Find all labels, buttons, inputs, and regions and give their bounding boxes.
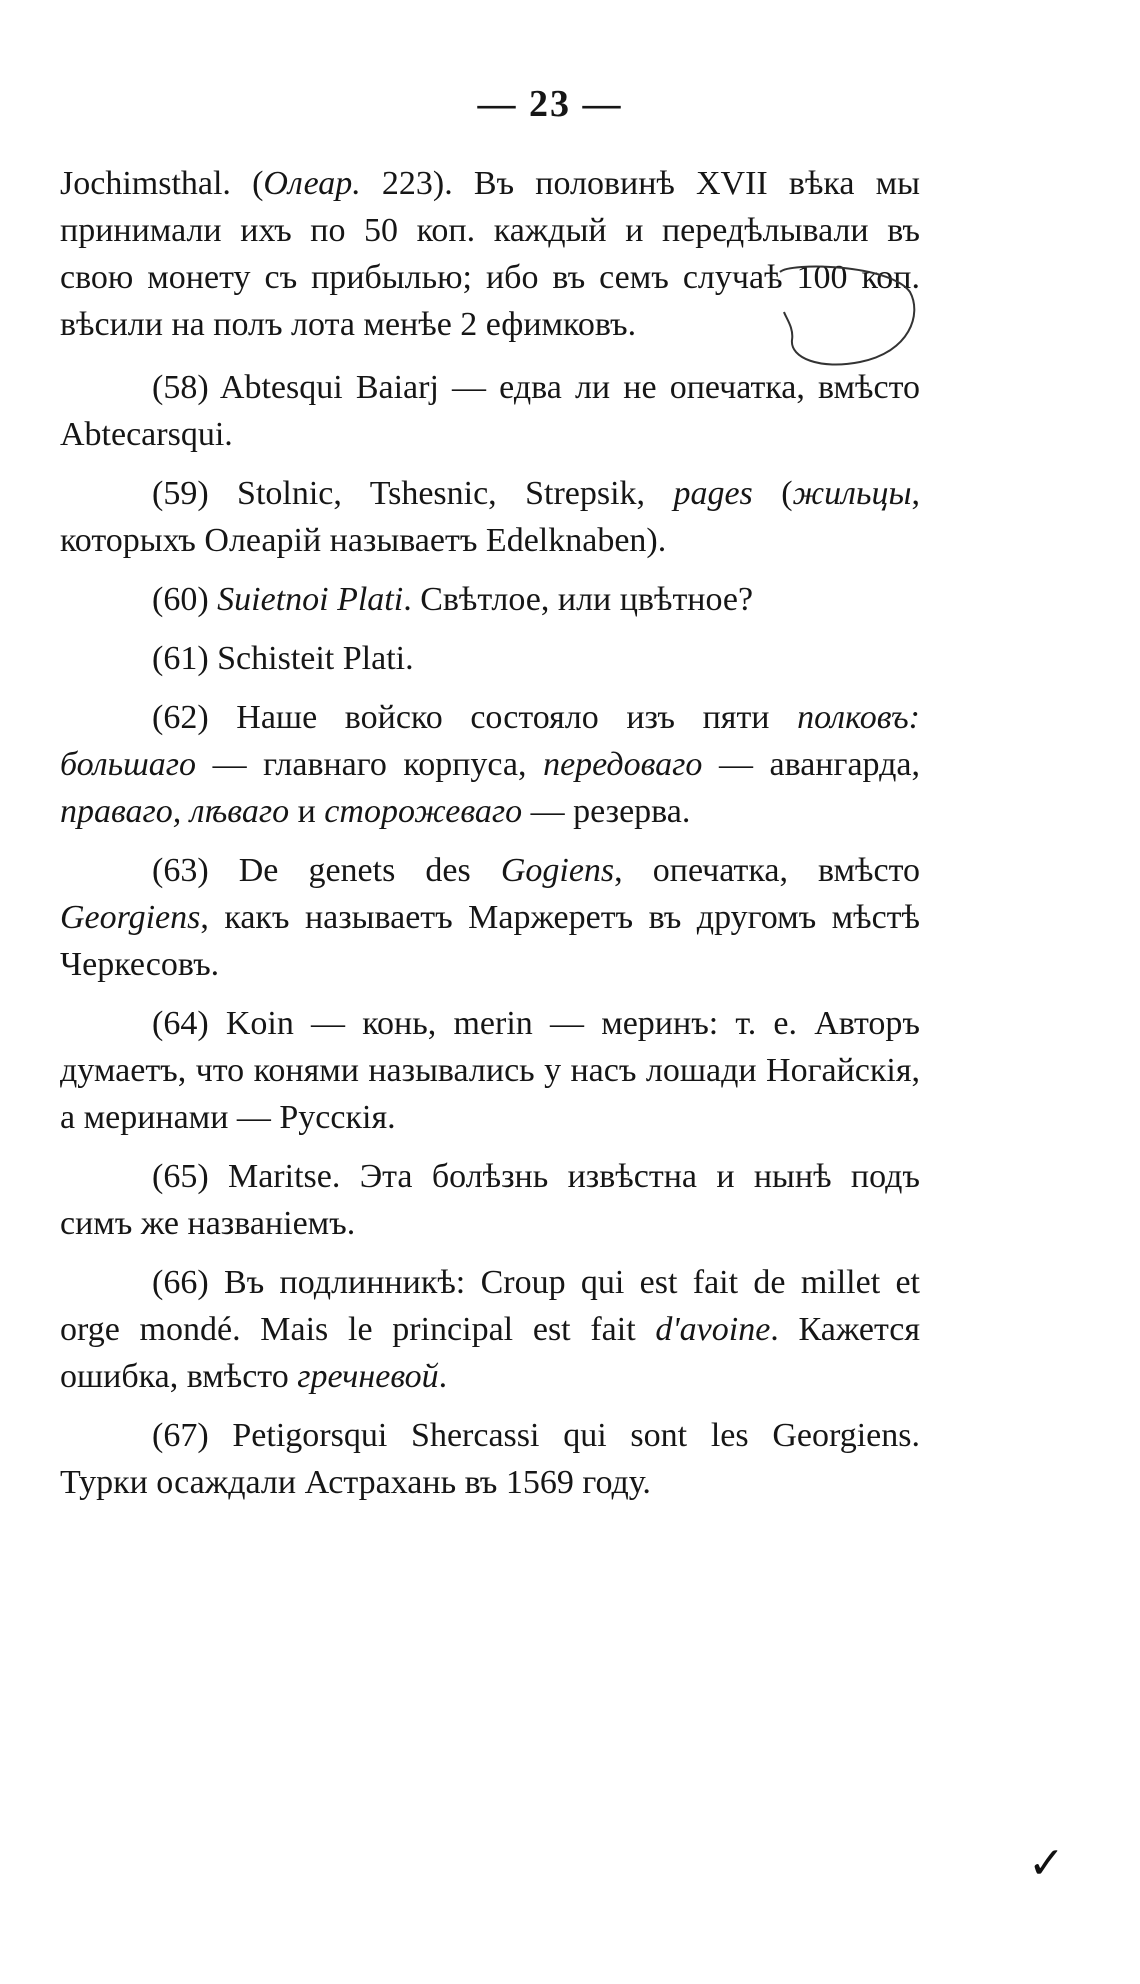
italic-text: гречневой	[297, 1358, 439, 1395]
footnote-65	[60, 1153, 920, 1247]
italic-text: d'avoine	[655, 1311, 771, 1348]
italic-text: Suietnoi Plati	[217, 581, 404, 618]
text-run: (60)	[152, 581, 218, 618]
italic-text: Олеар.	[263, 165, 361, 202]
footnote-67	[60, 1412, 920, 1506]
italic-text: полковъ: большаго	[60, 699, 920, 783]
text-run: (59) Stolnic, Tshesnic, Strepsik,	[152, 475, 674, 512]
text-run: (61) Schisteit Plati.	[152, 640, 414, 677]
margin-check-mark: ✓	[1028, 1839, 1065, 1888]
text-run: (65) Maritse. Эта болѣзнь извѣстна и нынѣ подъ симъ же названіемъ.	[60, 1158, 920, 1242]
text-run: — резерва.	[522, 793, 691, 830]
footnote-66	[60, 1259, 920, 1400]
italic-text: pages	[673, 475, 753, 512]
text-run: и	[289, 793, 325, 830]
text-run: (63) De genets des	[152, 852, 501, 889]
text-run: , опечатка, вмѣсто	[614, 852, 920, 889]
text-run: .	[438, 1358, 448, 1395]
text-run: (62) Наше войско состояло изъ пяти	[152, 699, 798, 736]
text-run: 223). Въ половинѣ XVII вѣка мы принимали ихъ по 50 коп. каждый и передѣлывали въ свою монету съ прибылью; ибо въ семъ случаѣ 100 коп. вѣсили на полъ лота менѣе 2 ефимковъ.	[60, 165, 920, 343]
footnote-62	[60, 694, 920, 835]
text-run: . Кажется ошибка, вмѣсто	[60, 1311, 920, 1395]
footnote-63	[60, 847, 920, 988]
italic-text: Gogiens	[500, 852, 615, 889]
text-body	[60, 160, 920, 1506]
text-run: (58) Abtesqui Baiarj — едва ли не опечатка, вмѣсто Abtecarsqui.	[60, 369, 920, 453]
footnote-60	[60, 576, 920, 623]
italic-text: Georgiens	[60, 899, 201, 936]
italic-text: жильцы	[792, 475, 912, 512]
text-run: — авангарда,	[702, 746, 920, 783]
footnote-59	[60, 470, 920, 564]
text-run: (64) Koin — конь, merin — меринъ: т. е. Авторъ думаетъ, что конями назывались у насъ лошади Ногайскія, а меринами — Русскія.	[60, 1005, 920, 1136]
footnote-58	[60, 364, 920, 458]
text-run: (	[752, 475, 793, 512]
text-run: , которыхъ Олеарій называетъ Edelknaben).	[60, 475, 920, 559]
footnote-64	[60, 1000, 920, 1141]
footnote-61	[60, 635, 920, 682]
text-run: Jochimsthal. (	[60, 165, 264, 202]
italic-text: сторожеваго	[324, 793, 523, 830]
text-run: — главнаго корпуса,	[196, 746, 544, 783]
text-run: . Свѣтлое, или цвѣтное?	[403, 581, 754, 618]
page-number: — 23 —	[477, 83, 623, 125]
text-run: , какъ называетъ Маржеретъ въ другомъ мѣстѣ Черкесовъ.	[60, 899, 920, 983]
italic-text: праваго, лѣваго	[60, 793, 290, 830]
continued-paragraph	[60, 160, 920, 348]
italic-text: передоваго	[543, 746, 703, 783]
text-run: (66) Въ подлинникѣ: Croup qui est fait de millet et orge mondé. Mais le principal est fait	[60, 1264, 920, 1348]
text-run: (67) Petigorsqui Shercassi qui sont les Georgiens. Турки осаждали Астрахань въ 1569 году.	[60, 1417, 920, 1501]
